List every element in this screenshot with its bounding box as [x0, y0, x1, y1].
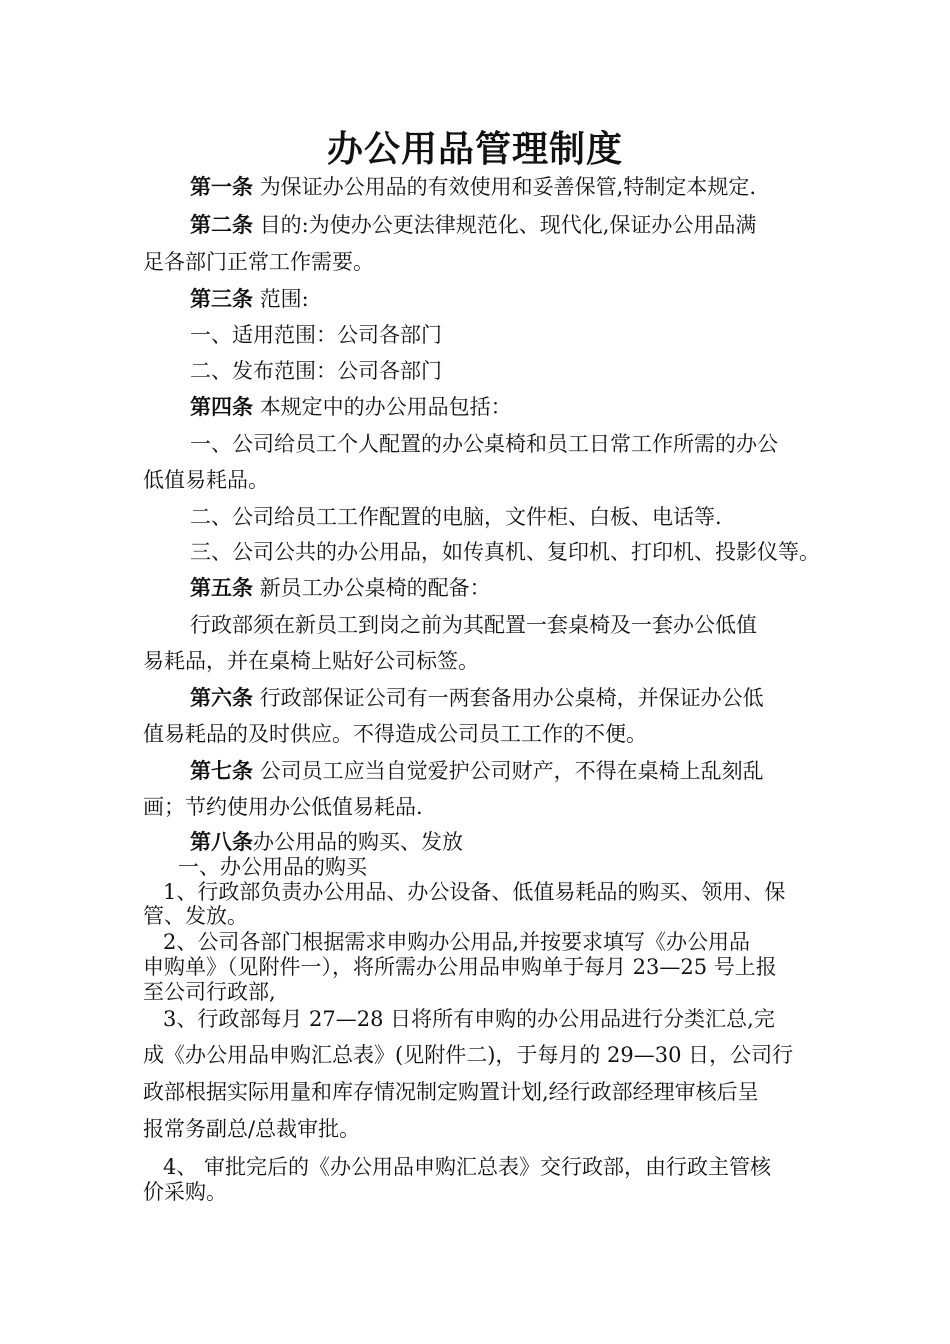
article-3-item-1: 一、适用范围：公司各部门: [190, 323, 442, 347]
article-4-text: 本规定中的办公用品包括：: [259, 395, 512, 419]
article-4-item-1: 一、公司给员工个人配置的办公桌椅和员工日常工作所需的办公: [190, 432, 778, 456]
article-8-item-3: 3、行政部每月 27—28 日将所有申购的办公用品进行分类汇总,完: [163, 1007, 775, 1031]
article-5: [190, 574, 491, 602]
article-1-text: 为保证办公用品的有效使用和妥善保管,特制定本规定.: [259, 175, 757, 199]
article-5-heading: 第五条: [190, 576, 253, 600]
article-8-item-4-cont: 价采购。: [143, 1180, 227, 1204]
article-8-text: 办公用品的购买、发放: [253, 830, 463, 854]
article-2-text-cont: 足各部门正常工作需要。: [143, 250, 374, 274]
article-8-item-3-cont-2: 政部根据实际用量和库存情况制定购置计划,经行政部经理审核后呈: [143, 1080, 759, 1104]
article-8-item-1: 1、行政部负责办公用品、办公设备、低值易耗品的购买、领用、保: [163, 880, 786, 904]
article-8: [190, 830, 463, 854]
article-8-item-4: 4、 审批完后的《办公用品申购汇总表》交行政部，由行政主管核: [163, 1155, 772, 1179]
article-6-text: 行政部保证公司有一两套备用办公桌椅，并保证办公低: [259, 686, 764, 710]
article-4: [190, 393, 512, 421]
article-2-text: 目的:为使办公更法律规范化、现代化,保证办公用品满: [259, 213, 757, 237]
document-title: 办公用品管理制度: [326, 129, 623, 170]
article-6-text-cont: 值易耗品的及时供应。不得造成公司员工工作的不便。: [143, 722, 647, 746]
article-8-item-2-cont-1: 申购单》（见附件一），将所需办公用品申购单于每月 23—25 号上报: [143, 955, 777, 979]
article-6-heading: 第六条: [190, 686, 253, 710]
article-4-item-3: 三、公司公共的办公用品，如传真机、复印机、打印机、投影仪等。: [190, 540, 820, 564]
article-8-heading: 第八条: [190, 830, 253, 854]
article-8-item-2-cont-2: 至公司行政部,: [143, 980, 276, 1004]
article-8-item-3-cont-3: 报常务副总/总裁审批。: [143, 1117, 361, 1141]
article-4-heading: 第四条: [190, 395, 253, 419]
article-7-text-cont: 画；节约使用办公低值易耗品.: [143, 795, 423, 819]
article-3-text: 范围:: [259, 287, 309, 311]
article-6: [190, 684, 764, 712]
article-8-item-3-cont-1: 成《办公用品申购汇总表》(见附件二)，于每月的 29—30 日，公司行: [143, 1043, 794, 1067]
article-1-heading: 第一条: [190, 175, 253, 199]
article-5-text: 新员工办公桌椅的配备：: [259, 576, 491, 600]
article-3-heading: 第三条: [190, 287, 253, 311]
article-3: [190, 285, 309, 313]
article-4-item-1-cont: 低值易耗品。: [143, 468, 269, 492]
article-8-subheading: 一、办公用品的购买: [178, 855, 367, 879]
article-3-item-2: 二、发布范围：公司各部门: [190, 359, 442, 383]
article-7: [190, 757, 764, 785]
article-5-paragraph-cont: 易耗品，并在桌椅上贴好公司标签。: [143, 649, 479, 673]
article-7-text: 公司员工应当自觉爱护公司财产，不得在桌椅上乱刻乱: [259, 759, 764, 783]
article-2-heading: 第二条: [190, 213, 253, 237]
article-4-item-2: 二、公司给员工工作配置的电脑，文件柜、白板、电话等.: [190, 505, 722, 529]
article-8-item-2: 2、公司各部门根据需求申购办公用品,并按要求填写《办公用品: [163, 930, 751, 954]
article-2: [190, 211, 756, 239]
article-8-item-1-cont: 管、发放。: [143, 904, 248, 928]
article-1: [190, 173, 756, 201]
article-7-heading: 第七条: [190, 759, 253, 783]
article-5-paragraph: 行政部须在新员工到岗之前为其配置一套桌椅及一套办公低值: [190, 613, 757, 637]
